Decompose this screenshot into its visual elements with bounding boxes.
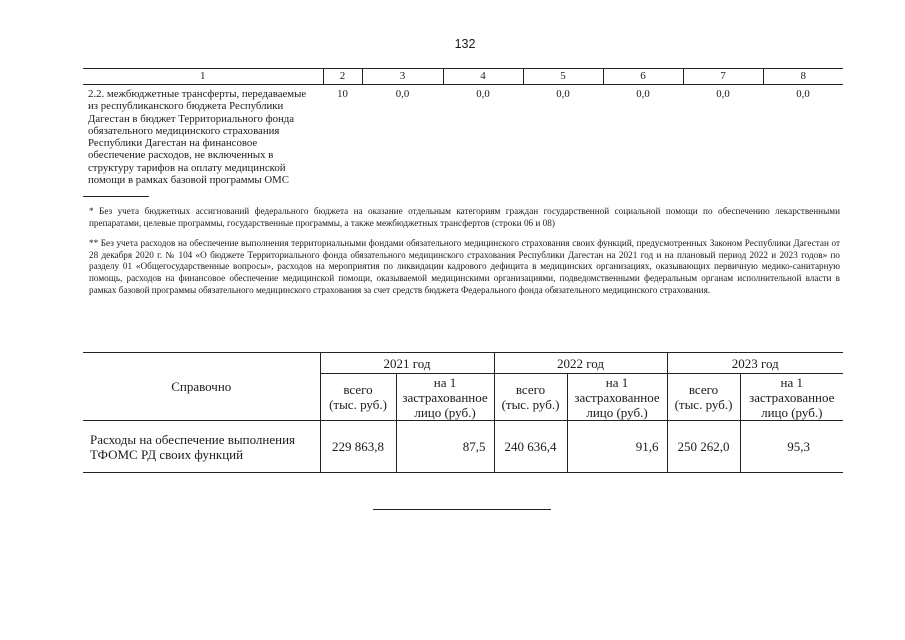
total-header-2021: всего (тыс. руб.) — [320, 374, 396, 421]
reference-header: Справочно — [83, 353, 320, 421]
column-number-3: 3 — [362, 69, 443, 85]
reference-table — [83, 352, 843, 473]
column-number-4: 4 — [443, 69, 523, 85]
footnote-1: * Без учета бюджетных ассигнований федерального бюджета на оказание отдельным категориям граждан государственной социальной помощи по обеспечению лекарственными препаратами, целевые программы, государственные программы, а также межбюджетных трансфертов (строки 06 и 08) — [89, 206, 840, 228]
column-number-8: 8 — [763, 69, 843, 85]
per-insured-header-2021: на 1 застрахованное лицо (руб.) — [396, 374, 494, 421]
reference-table-body — [83, 421, 843, 473]
footnote-separator — [83, 196, 149, 197]
column-number-row — [83, 69, 843, 85]
per-insured-header-2022: на 1 застрахованное лицо (руб.) — [567, 374, 667, 421]
row-label: 2.2. межбюджетные трансферты, передаваемые из республиканского бюджета Республики Дагестан в бюджет Территориального фонда обязательного медицинского страхования Республики Дагестан на финансовое обеспечение расходов, не включенных в структуру тарифов на оплату медицинской помощи в рамках базовой программы ОМС — [88, 88, 307, 187]
year-header-2023: 2023 год — [667, 353, 843, 374]
row-value: 0,0 — [796, 88, 810, 100]
budget-table-continuation — [83, 68, 843, 186]
column-number-7: 7 — [683, 69, 763, 85]
per-insured-value-2022: 91,6 — [567, 421, 667, 473]
column-number-5: 5 — [523, 69, 603, 85]
reference-row-label: Расходы на обеспечение выполнения ТФОМС РД своих функций — [83, 421, 320, 473]
row-value: 0,0 — [556, 88, 570, 100]
year-header-2021: 2021 год — [320, 353, 494, 374]
table-header — [83, 69, 843, 85]
row-value: 0,0 — [636, 88, 650, 100]
year-header-row — [83, 353, 843, 374]
row-value: 0,0 — [395, 88, 410, 100]
year-header-2022: 2022 год — [494, 353, 667, 374]
row-value: 0,0 — [476, 88, 490, 100]
table-row — [83, 85, 843, 187]
page-number: 132 — [454, 37, 476, 51]
per-insured-header-2023: на 1 застрахованное лицо (руб.) — [740, 374, 843, 421]
total-value-2021: 229 863,8 — [320, 421, 396, 473]
per-insured-value-2021: 87,5 — [396, 421, 494, 473]
footnote-2: ** Без учета расходов на обеспечение выполнения территориальными фондами обязательного медицинского страхования своих функций, предусмотренных Законом Республики Дагестан от 28 декабря 2020 г. № 104 «О бюджете Территориального фонда обязательного медицинского страхования Республики Дагестан на 2021 год и на плановый период 2022 и 2023 годов» по разделу 01 «Общегосударственные вопросы», расходов на мероприятия по ликвидации кадрового дефицита в медицинских организациях, оказывающих первичную медико-санитарную помощь, расходов на финансовое обеспечение медицинской помощи, оказываемой медицинскими организациями, подведомственными федеральным органам исполнительной власти в рамках базовой программы обязательного медицинского страхования за счет средств бюджета Федерального фонда обязательного медицинского страхования. — [89, 238, 840, 295]
closing-separator-line — [373, 509, 551, 510]
per-insured-value-2023: 95,3 — [740, 421, 843, 473]
reference-table-header — [83, 353, 843, 421]
column-number-1: 1 — [83, 69, 323, 85]
total-header-2022: всего (тыс. руб.) — [494, 374, 567, 421]
column-number-2: 2 — [323, 69, 362, 85]
column-number-6: 6 — [603, 69, 683, 85]
table-row — [83, 421, 843, 473]
row-value: 0,0 — [716, 88, 730, 100]
total-value-2022: 240 636,4 — [494, 421, 567, 473]
total-value-2023: 250 262,0 — [667, 421, 740, 473]
total-header-2023: всего (тыс. руб.) — [667, 374, 740, 421]
table-body — [83, 85, 843, 187]
row-number: 10 — [337, 88, 348, 100]
